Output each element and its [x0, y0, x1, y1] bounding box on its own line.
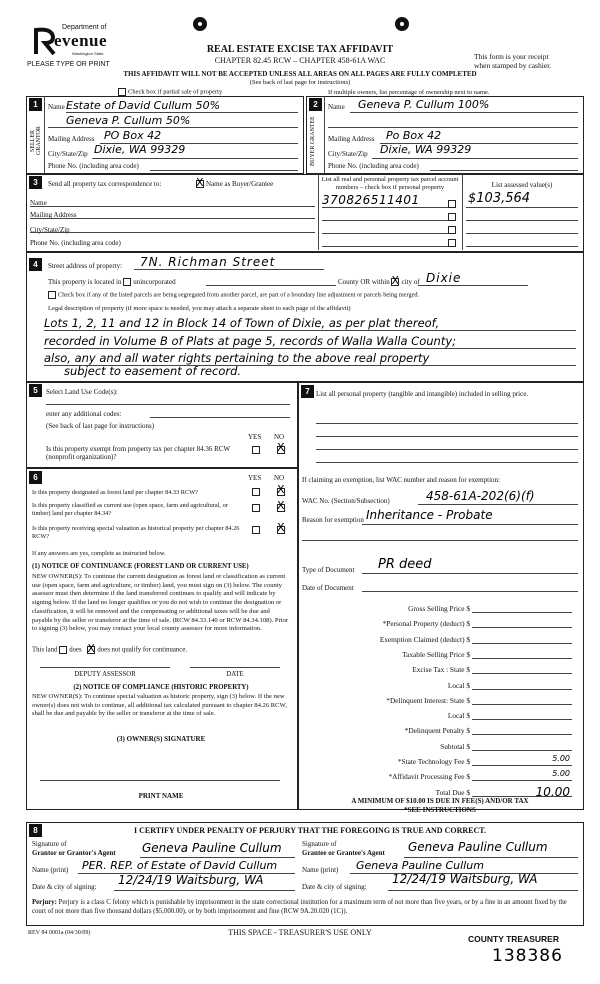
seller-name-1: Estate of David Cullum 50% — [66, 99, 221, 112]
fee-label: Gross Selling Price $ — [408, 604, 470, 613]
parcel-2-personal-checkbox[interactable] — [448, 213, 456, 221]
parcel-4-personal-checkbox[interactable] — [448, 239, 456, 247]
buyer-phone-label: Phone No. (including area code) — [328, 162, 419, 170]
same-as-buyer — [196, 176, 274, 190]
buyer-city-label: City/State/Zip — [328, 150, 368, 158]
within-city-check-mark: X — [391, 274, 400, 288]
county-within — [338, 274, 420, 288]
s3-mailing-label: Mailing Address — [30, 211, 77, 219]
buyer-city: Dixie, WA 99329 — [380, 143, 472, 156]
minimum-note: A MINIMUM OF $10.00 IS DUE IN FEE(S) AND/OR TAX — [351, 797, 529, 805]
buyer-mailing: Po Box 42 — [386, 129, 442, 142]
seller-phone-label: Phone No. (including area code) — [48, 162, 139, 170]
same-as-buyer-checkbox[interactable] — [196, 176, 204, 190]
wac-value: 458-61A-202(6)(f) — [426, 489, 535, 503]
fee-label: *Affidavit Processing Fee $ — [388, 772, 470, 781]
warning-line: THIS AFFIDAVIT WILL NOT BE ACCEPTED UNLESS ALL AREAS ON ALL PAGES ARE FULLY COMPLETED — [123, 70, 477, 78]
perjury-bold: Perjury: — [32, 899, 57, 906]
notice1-title: (1) NOTICE OF CONTINUANCE (FOREST LAND OR CURRENT USE) — [32, 563, 249, 570]
legal-line-2: recorded in Volume B of Plats at page 5, records of Walla Walla County; — [44, 334, 457, 348]
section-1-number: 1 — [29, 98, 42, 111]
notice1-body: NEW OWNER(S): To continue the current designation as forest land or classification as current use (open space, farm and agriculture, or timber) land, you must sign on (3) below. The county assessor must then determine if the land transferred continues to qualify and will indicate by signing below. If the land no longer qualifies or you do not wish to continue the designation or classification, it will be removed and the compensating or additional taxes will be due and payable by the seller or transferor at the time of sale. (RCW 84.33.140 or RCW 84.34.108). Prior to signing (3) below, you may contact your local county assessor for more information. — [32, 573, 289, 633]
s3-phone-label: Phone No. (including area code) — [30, 239, 121, 247]
grantee-signature: Geneva Pauline Cullum — [408, 840, 548, 854]
exempt-no-mark: X — [277, 441, 285, 454]
historic-question: Is this property receiving special valuation as historical property per chapter 84.26 RCW? — [32, 525, 240, 540]
fee-label: Subtotal $ — [440, 742, 470, 751]
section-6-box — [26, 468, 298, 810]
forest-no-mark: X — [277, 483, 285, 496]
grantee-agent-label: Grantee or Grantee's Agent — [302, 849, 385, 857]
grantor-sig-of: Signature of — [32, 840, 67, 848]
grantor-agent-label: Grantor or Grantor's Agent — [32, 849, 116, 857]
buyer-side-label: BUYER GRANTEE — [310, 116, 316, 166]
deputy-assessor-label: DEPUTY ASSESSOR — [74, 671, 136, 678]
legal-line-4: subject to easement of record. — [64, 364, 242, 378]
doc-type-label: Type of Document — [302, 566, 355, 574]
section-4-number: 4 — [29, 258, 42, 271]
historic-yes-checkbox[interactable] — [252, 526, 260, 534]
fee-value: 10.00 — [535, 785, 570, 799]
notice2-title: (2) NOTICE OF COMPLIANCE (HISTORIC PROPERTY) — [73, 684, 249, 691]
land-use-label: Select Land Use Code(s): — [46, 388, 118, 396]
section-5-number: 5 — [29, 384, 42, 397]
receipt-line-2: when stamped by cashier. — [474, 61, 552, 70]
revenue-word: evenue — [54, 31, 108, 50]
city-of-label: city of — [401, 278, 420, 286]
fee-label: Excise Tax : State $ — [412, 665, 470, 674]
seller-mailing: PO Box 42 — [104, 129, 162, 142]
grantee-sig-of: Signature of — [302, 840, 337, 848]
legal-line-1: Lots 1, 2, 11 and 12 in Block 14 of Town of Dixie, as per plat thereof, — [44, 316, 440, 330]
grantee-date-label: Date & city of signing: — [302, 883, 367, 891]
seller-side-label: SELLER GRANTOR — [30, 126, 42, 156]
fee-label: Taxable Selling Price $ — [402, 650, 470, 659]
assessed-header: List assessed value(s) — [491, 181, 553, 189]
street-label: Street address of property: — [48, 262, 123, 270]
grantor-name-label: Name (print) — [32, 866, 69, 874]
segregated-checkbox[interactable] — [48, 291, 56, 299]
land-does-not-mark: X — [87, 642, 95, 655]
exempt-yes-checkbox[interactable] — [252, 446, 260, 454]
grantor-date-label: Date & city of signing: — [32, 883, 97, 891]
section-3-number: 3 — [29, 176, 42, 189]
seller-mailing-label: Mailing Address — [48, 135, 95, 143]
parcel-3-personal-checkbox[interactable] — [448, 226, 456, 234]
county-treasurer-label: COUNTY TREASURER — [468, 934, 559, 944]
land-does-not-checkbox[interactable] — [87, 642, 95, 655]
doc-date-label: Date of Document — [302, 584, 354, 592]
doc-type-value: PR deed — [378, 557, 432, 572]
exempt-question: Is this property exempt from property tax per chapter 84.36 RCW (nonprofit organization)? — [46, 445, 230, 461]
fee-label: Local $ — [447, 681, 470, 690]
fee-label: *State Technology Fee $ — [397, 757, 470, 766]
segregated-label: Check box if any of the listed parcels are being segregated from another parcel, are part of a boundary line adjustment or parcels being merged. — [58, 291, 420, 299]
s6-no-header: NO — [274, 474, 285, 482]
grantor-name-value: PER. REP. of Estate of David Cullum — [82, 859, 278, 872]
land-does-not-label: does not qualify for continuance. — [97, 646, 188, 654]
if-yes-note: If any answers are yes, complete as instructed below. — [32, 550, 166, 557]
assessed-1: $103,564 — [468, 191, 531, 206]
s3-name-label: Name — [30, 199, 47, 207]
parcel-header: List all real and personal property tax parcel account numbers – check box if personal property — [321, 176, 459, 191]
notice2-body: NEW OWNER(S): To continue special valuation as historic property, sign (3) below. If the new owner(s) does not wish to continue, all additional tax calculated pursuant to chapter 84.26 RCW, shall be due and payable by the seller or transferor at the time of sale. — [32, 693, 287, 717]
grantor-date-value: 12/24/19 Waitsburg, WA — [118, 873, 264, 887]
send-label: Send all property tax correspondence to: — [48, 180, 162, 188]
s5-see-back: (See back of last page for instructions) — [46, 422, 155, 430]
perjury-notice — [32, 898, 578, 916]
rev-number: REV 84 0001a (04/30/09) — [28, 930, 91, 936]
within-city-checkbox[interactable] — [391, 274, 400, 288]
grantee-name-label: Name (print) — [302, 866, 339, 874]
buyer-mailing-label: Mailing Address — [328, 135, 375, 143]
fee-label: *Personal Property (deduct) $ — [382, 619, 470, 628]
current-use-no-mark: X — [277, 499, 285, 512]
s3-city-label: City/State/Zip — [30, 226, 70, 234]
punch-hole-right-icon — [395, 17, 409, 31]
city-value: Dixie — [426, 271, 462, 285]
section-8-number: 8 — [29, 824, 42, 837]
historic-no-mark: X — [277, 521, 285, 534]
partial-sale — [118, 88, 222, 96]
seller-city: Dixie, WA 99329 — [94, 143, 186, 156]
unincorporated-checkbox[interactable] — [123, 278, 131, 286]
unincorporated-label: unincorporated — [133, 278, 176, 286]
seller-name-2: Geneva P. Cullum 50% — [66, 114, 191, 127]
grantee-name-value: Geneva Pauline Cullum — [356, 859, 484, 872]
additional-codes-label: enter any additional codes: — [46, 410, 122, 418]
fee-value: 5.00 — [552, 769, 570, 778]
street-value: 7N. Richman Street — [140, 255, 276, 269]
personal-property-label: List all personal property (tangible and intangible) included in selling price. — [316, 390, 529, 398]
legal-line-3: also, any and all water rights pertaining to the above real property — [44, 351, 430, 365]
this-land-label: This land — [32, 646, 58, 654]
parcel-1-personal-checkbox[interactable] — [448, 200, 456, 208]
fee-label: Local $ — [447, 711, 470, 720]
owner-signature-label: (3) OWNER(S) SIGNATURE — [116, 735, 206, 743]
fee-value: 5.00 — [552, 754, 570, 763]
land-does-label: does — [69, 646, 82, 654]
section-6-number: 6 — [29, 471, 42, 484]
legal-label: Legal description of property (if more space is needed, you may attach a separate sheet to each page of the affidavit) — [48, 305, 351, 312]
seller-city-label: City/State/Zip — [48, 150, 88, 158]
fee-label: Total Due $ — [435, 788, 470, 797]
buyer-name-1: Geneva P. Cullum 100% — [358, 98, 490, 111]
section-7-number: 7 — [301, 385, 314, 398]
grantee-date-value: 12/24/19 Waitsburg, WA — [392, 872, 538, 886]
multiple-owners-note: If multiple owners, list percentage of ownership next to name. — [328, 89, 490, 96]
wac-label: WAC No. (Section/Subsection) — [302, 497, 390, 505]
located-label: This property is located in — [48, 278, 122, 286]
partial-sale-checkbox[interactable] — [118, 88, 126, 96]
receipt-line-1: This form is your receipt — [474, 52, 549, 61]
see-instructions-note: *SEE INSTRUCTIONS — [404, 806, 476, 814]
fee-label: *Delinquent Interest: State $ — [386, 696, 470, 705]
partial-sale-label: Check box if partial sale of property — [128, 88, 223, 96]
grantor-signature: Geneva Pauline Cullum — [142, 841, 282, 855]
type-or-print: PLEASE TYPE OR PRINT — [27, 61, 110, 68]
exemption-label: If claiming an exemption, list WAC number and reason for exemption: — [302, 476, 500, 484]
punch-hole-left-icon — [193, 17, 207, 31]
chapter-line: CHAPTER 82.45 RCW – CHAPTER 458-61A WAC — [214, 56, 386, 65]
county-or-within-label: County OR within — [338, 278, 390, 286]
buyer-name-label: Name — [328, 103, 345, 111]
section-2-number: 2 — [309, 98, 322, 111]
continuance-line — [32, 642, 188, 655]
located-line — [48, 278, 176, 286]
seller-name-label: Name — [48, 103, 65, 111]
certify-statement: I CERTIFY UNDER PENALTY OF PERJURY THAT THE FOREGOING IS TRUE AND CORRECT. — [133, 826, 486, 835]
s6-yes-header: YES — [248, 474, 262, 482]
forest-question: Is this property designated as forest land per chapter 84.33 RCW? — [32, 489, 198, 496]
reason-value: Inheritance - Probate — [366, 508, 493, 522]
parcel-1: 370826511401 — [322, 193, 420, 207]
state-line: Washington State — [72, 51, 104, 56]
same-as-buyer-label: Name as Buyer/Grantee — [206, 180, 274, 188]
same-as-buyer-check-mark: X — [196, 176, 204, 190]
fee-label: *Delinquent Penalty $ — [404, 726, 470, 735]
current-use-yes-checkbox[interactable] — [252, 504, 260, 512]
reason-label: Reason for exemption — [302, 516, 364, 524]
current-use-question: Is this property classified as current use (open space, farm and agricultural, or timber) land per chapter 84.34? — [32, 502, 228, 517]
perjury-text: Perjury is a class C felony which is punishable by imprisonment in the state correctional institution for a maximum term of not more than five years, or by a fine in an amount fixed by the court of not more than five thousand dollars ($5,000.00), or by both imprisonment and fine (RCW 9A.20.020 (1C)). — [32, 899, 567, 915]
fee-label: Exemption Claimed (deduct) $ — [379, 635, 470, 644]
treasurer-use: THIS SPACE - TREASURER'S USE ONLY — [228, 928, 372, 937]
segregated-line — [48, 291, 419, 299]
dept-line: Department of — [62, 24, 107, 31]
print-name-label: PRINT NAME — [138, 792, 184, 800]
s5-yes-header: YES — [248, 433, 262, 441]
revenue-logo — [32, 24, 122, 60]
form-title: REAL ESTATE EXCISE TAX AFFIDAVIT — [206, 44, 394, 55]
deputy-date-label: DATE — [226, 671, 244, 678]
receipt-number: 138386 — [492, 946, 563, 966]
s5-no-header: NO — [274, 433, 285, 441]
forest-yes-checkbox[interactable] — [252, 488, 260, 496]
land-does-checkbox[interactable] — [59, 646, 67, 654]
back-note: (See back of last page for instructions) — [249, 79, 351, 86]
